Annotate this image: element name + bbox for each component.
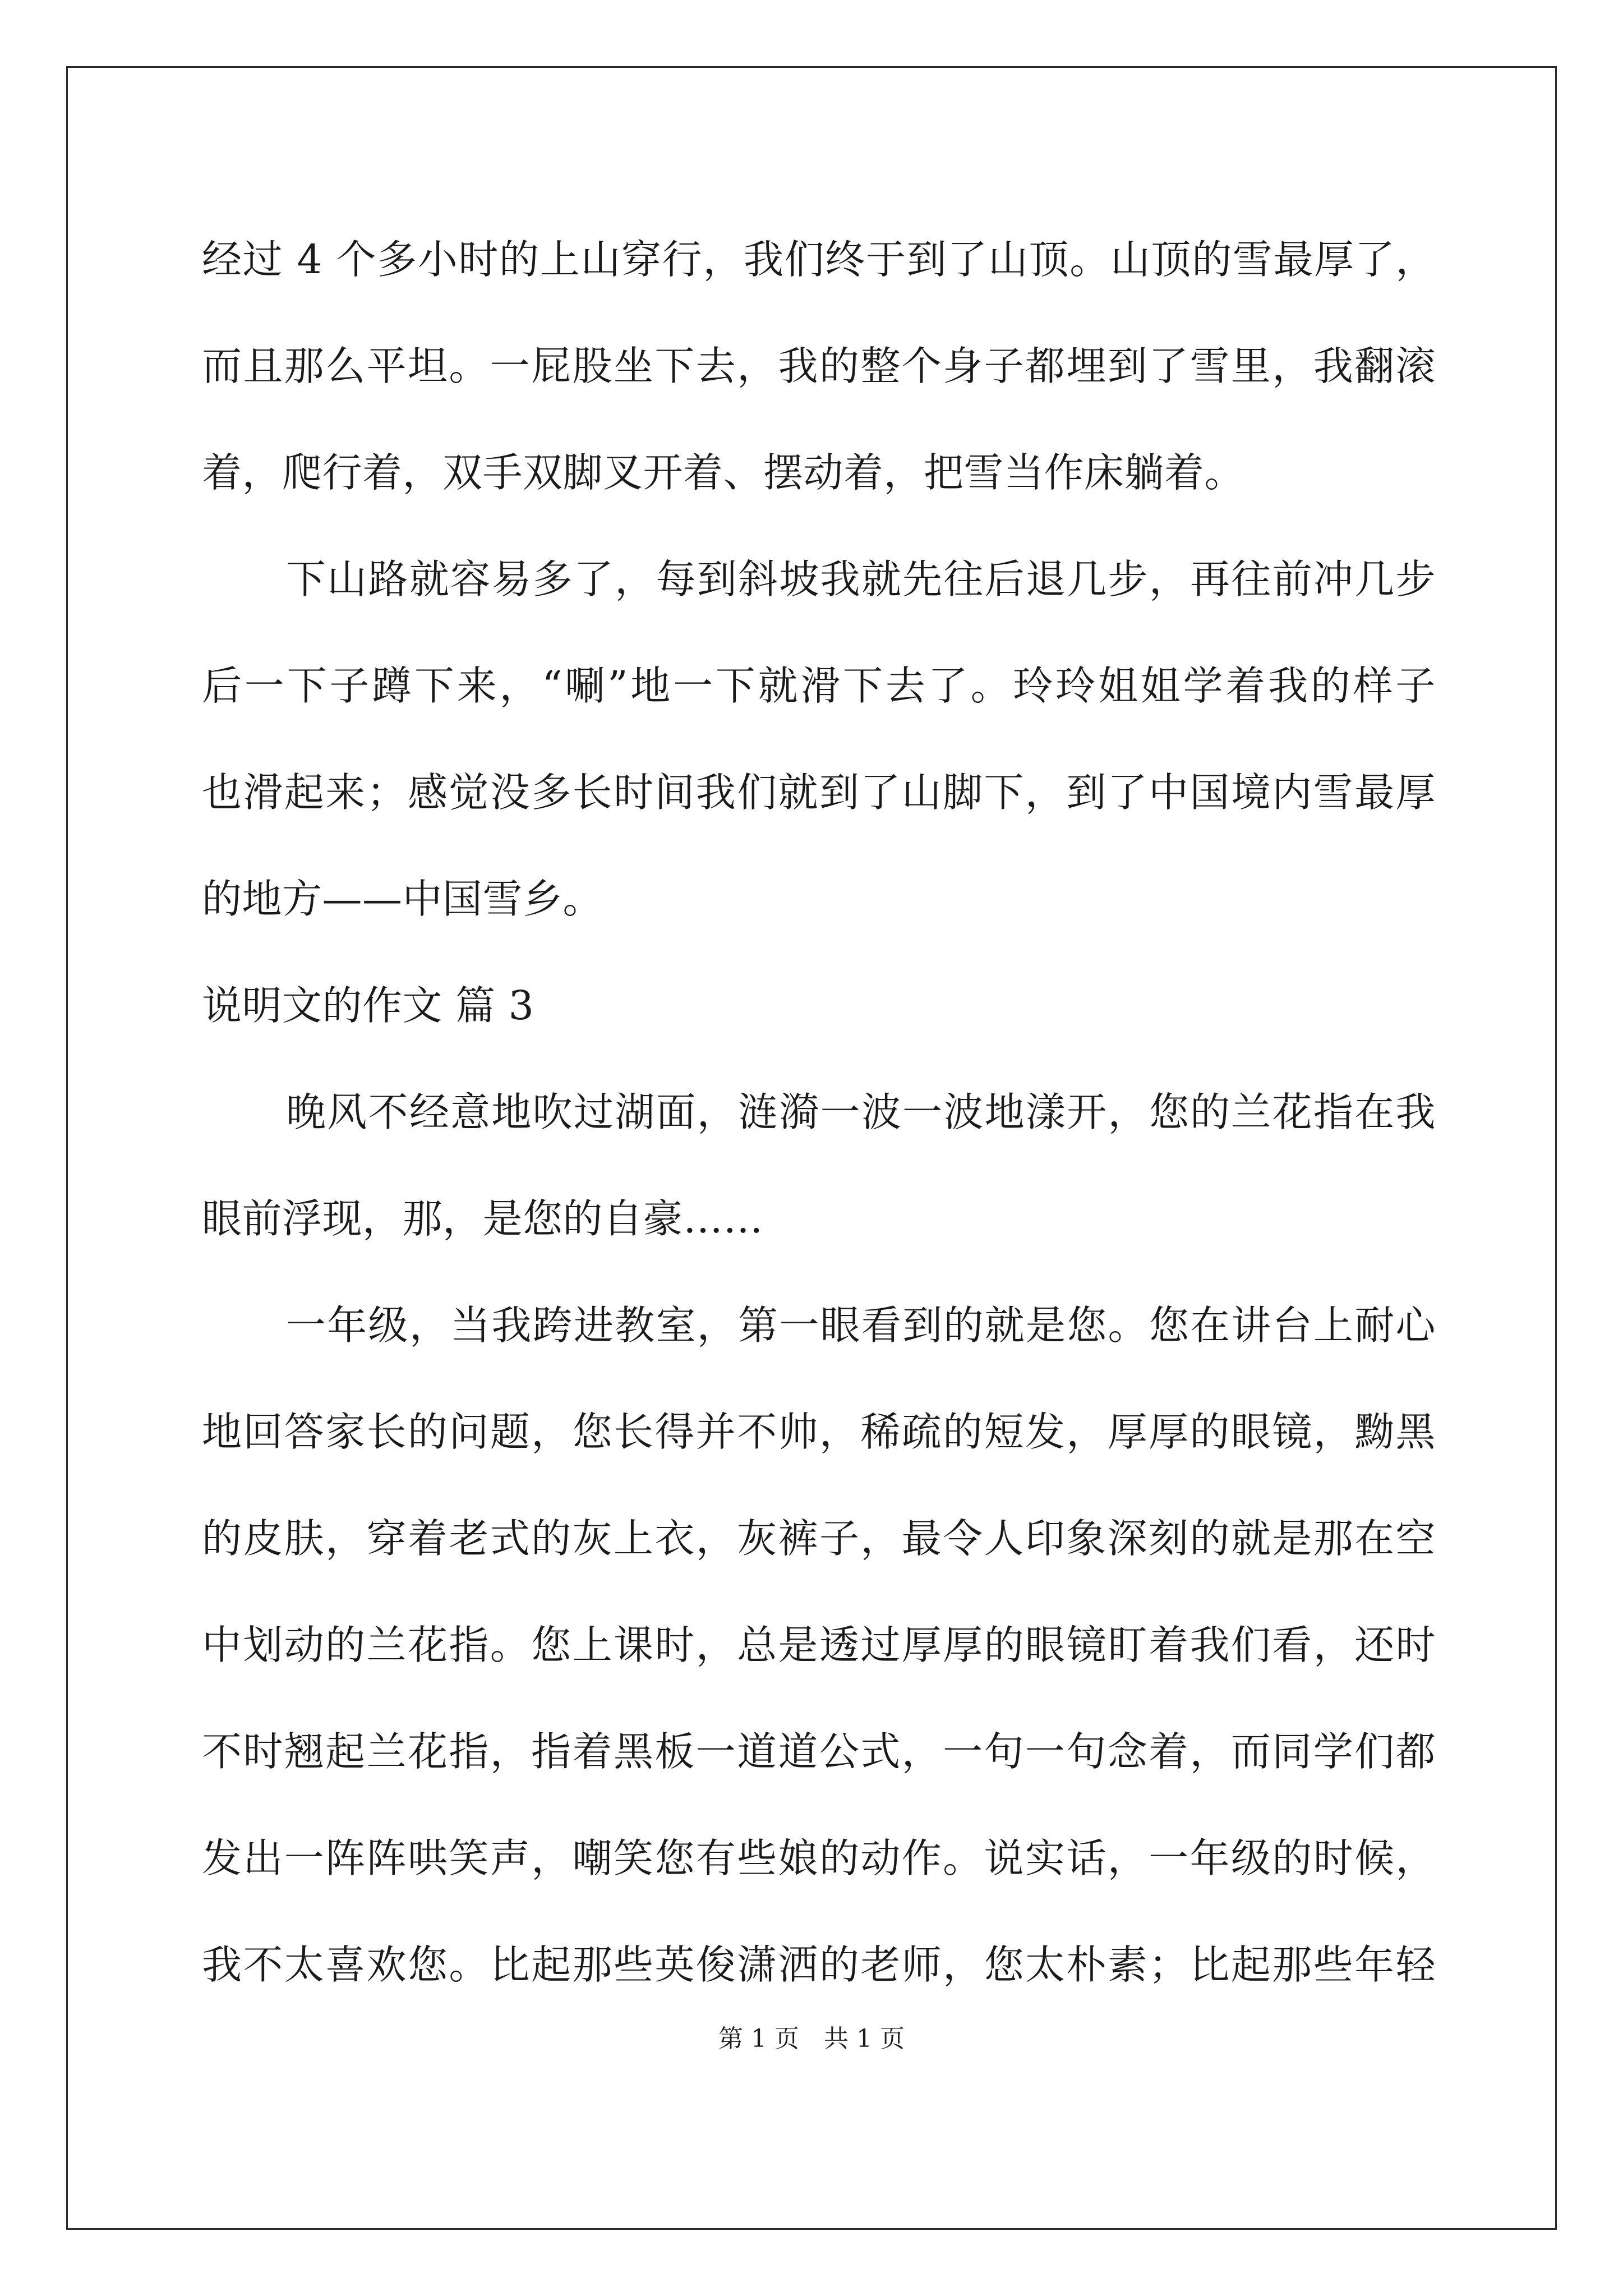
text-line-13: 的皮肤，穿着老式的灰上衣，灰裤子，最令人印象深刻的就是那在空 <box>202 1515 1436 1562</box>
document-body <box>202 206 1436 2018</box>
text-line-15: 不时翘起兰花指，指着黑板一道道公式，一句一句念着，而同学们都 <box>202 1728 1436 1775</box>
text-line-5: 后一下子蹲下来，“唰”地一下就滑下去了。玲玲姐姐学着我的样子 <box>202 662 1436 709</box>
text-line-11: 一年级，当我跨进教室，第一眼看到的就是您。您在讲台上耐心 <box>286 1302 1436 1349</box>
page-number: 第 1 页 <box>718 2024 799 2053</box>
text-line-10: 眼前浮现，那，是您的自豪…… <box>202 1195 764 1242</box>
page-footer <box>0 2022 1623 2056</box>
text-line-3: 着，爬行着，双手双脚叉开着、摆动着，把雪当作床躺着。 <box>202 449 1245 496</box>
text-line-14: 中划动的兰花指。您上课时，总是透过厚厚的眼镜盯着我们看，还时 <box>202 1622 1436 1668</box>
text-line-17: 我不太喜欢您。比起那些英俊潇洒的老师，您太朴素；比起那些年轻 <box>202 1941 1436 1988</box>
text-line-2: 而且那么平坦。一屁股坐下去，我的整个身子都埋到了雪里，我翻滚 <box>202 343 1436 389</box>
text-line-7: 的地方——中国雪乡。 <box>202 876 603 922</box>
text-line-4: 下山路就容易多了，每到斜坡我就先往后退几步，再往前冲几步 <box>286 556 1436 602</box>
text-line-6: 也滑起来；感觉没多长时间我们就到了山脚下，到了中国境内雪最厚 <box>202 769 1436 816</box>
text-line-9: 晚风不经意地吹过湖面，涟漪一波一波地漾开，您的兰花指在我 <box>286 1089 1436 1135</box>
text-line-12: 地回答家长的问题，您长得并不帅，稀疏的短发，厚厚的眼镜，黝黑 <box>202 1409 1436 1455</box>
text-line-16: 发出一阵阵哄笑声，嘲笑您有些娘的动作。说实话，一年级的时候， <box>202 1835 1436 1881</box>
text-line-1: 经过 4 个多小时的上山穿行，我们终于到了山顶。山顶的雪最厚了， <box>202 236 1436 283</box>
page-total: 共 1 页 <box>824 2024 905 2053</box>
section-heading: 说明文的作文 篇 3 <box>202 982 534 1029</box>
